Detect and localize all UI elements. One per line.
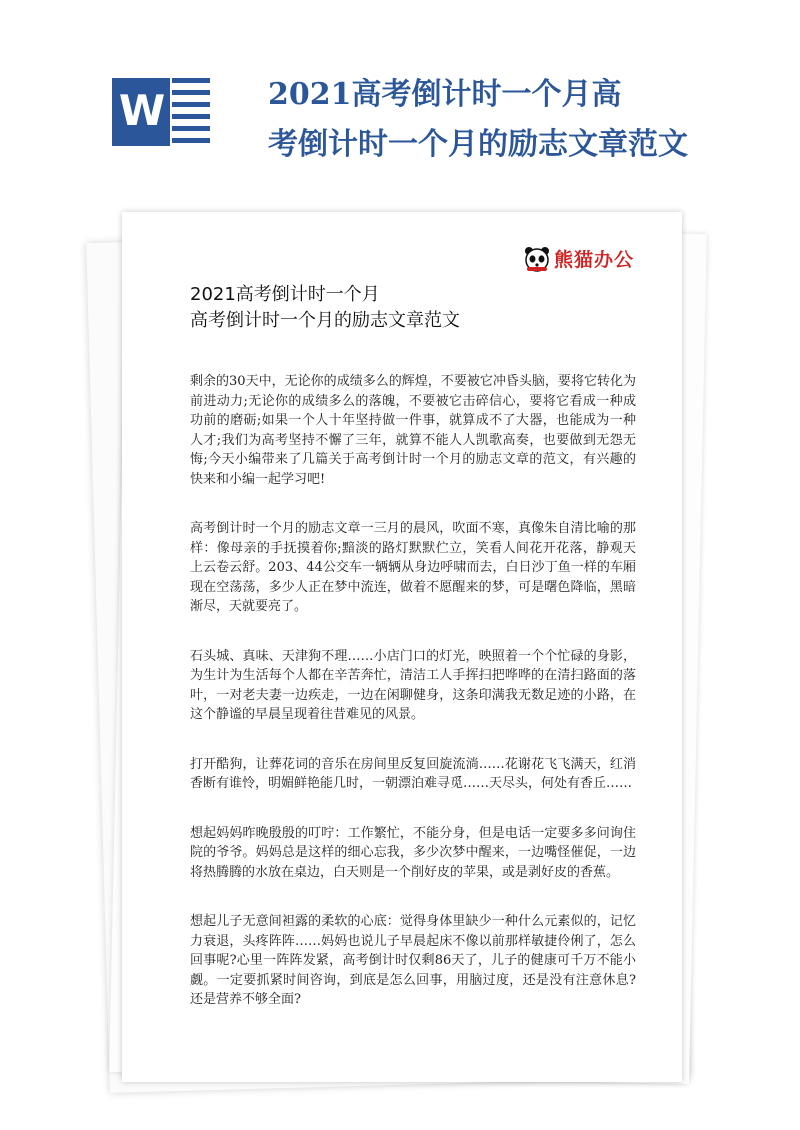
article-paragraph: 剩余的30天中，无论你的成绩多么的辉煌，不要被它冲昏头脑，要将它转化为前进动力;无论你的成绩多么的落魄，不要被它击碎信心，要将它看成一种成功前的磨砺;如果一个人十年坚持做一件事，就算成不了大器，也能成为一种人才;我们为高考坚持不懈了三年，就算不能人人凯歌高奏，也要做到无怨无悔;今天小编带来了几篇关于高考倒计时一个月的励志文章的范文，有兴趣的快来和小编一起学习吧!	[190, 374, 636, 487]
article-title-line2: 高考倒计时一个月的励志文章范文	[190, 310, 460, 331]
article-paragraph: 想起儿子无意间袒露的柔软的心底：觉得身体里缺少一种什么元素似的，记忆力衰退，头疼阵阵……妈妈也说儿子早晨起床不像以前那样敏捷伶俐了，怎么回事呢?心里一阵阵发紧，高考倒计时仅剩86天了，儿子的健康可千万不能小觑。一定要抓紧时间咨询，到底是怎么回事，用脑过度，还是没有注意休息?还是营养不够全面?	[190, 914, 636, 1007]
article-paragraph: 想起妈妈昨晚殷殷的叮咛：工作繁忙，不能分身，但是电话一定要多多问询住院的爷爷。妈妈总是这样的细心忘我，多少次梦中醒来，一边嘴怪催促，一边将热腾腾的水放在桌边，白天则是一个削好皮的苹果，或是剥好皮的香蕉。	[190, 825, 636, 880]
brand-logo-text: 熊猫办公	[554, 249, 635, 271]
page-header	[0, 0, 800, 200]
article-title	[190, 282, 630, 334]
article-body	[190, 372, 636, 1040]
article-paragraph: 石头城、真味、天津狗不理……小店门口的灯光，映照着一个个忙碌的身影，为生计为生活每个人都在辛苦奔忙，清洁工人手挥扫把哗哗的在清扫路面的落叶，一对老夫妻一边疾走，一边在闲聊健身，这条印满我无数足迹的小路，在这个静谧的早晨呈现着往昔难见的风景。	[190, 648, 636, 722]
article-paragraph: 打开酷狗，让葬花词的音乐在房间里反复回旋流淌……花谢花飞飞满天，红消香断有谁怜，明媚鲜艳能几时，一朝漂泊难寻觅……天尽头，何处有香丘……	[190, 756, 636, 791]
word-icon-letter: W	[118, 86, 166, 135]
word-icon-lines	[172, 78, 210, 146]
word-document-icon	[112, 70, 212, 160]
article-paragraph: 高考倒计时一个月的励志文章一三月的晨风，吹面不寒，真像朱自清比喻的那样：像母亲的手抚摸着你;黯淡的路灯默默伫立，笑看人间花开花落，静观天上云卷云舒。203、44公交车一辆辆从身边呼啸而去，白日沙丁鱼一样的车厢现在空荡荡，多少人正在梦中流连，做着不愿醒来的梦，可是曙色降临，黑暗渐尽，天就要亮了。	[190, 521, 636, 614]
document-title	[268, 70, 788, 170]
document-title-line1: 2021高考倒计时一个月高	[268, 77, 622, 112]
panda-icon	[524, 246, 550, 272]
document-page	[122, 212, 682, 1082]
article-title-line1: 2021高考倒计时一个月	[190, 284, 380, 305]
document-title-line2: 考倒计时一个月的励志文章范文	[268, 127, 688, 162]
